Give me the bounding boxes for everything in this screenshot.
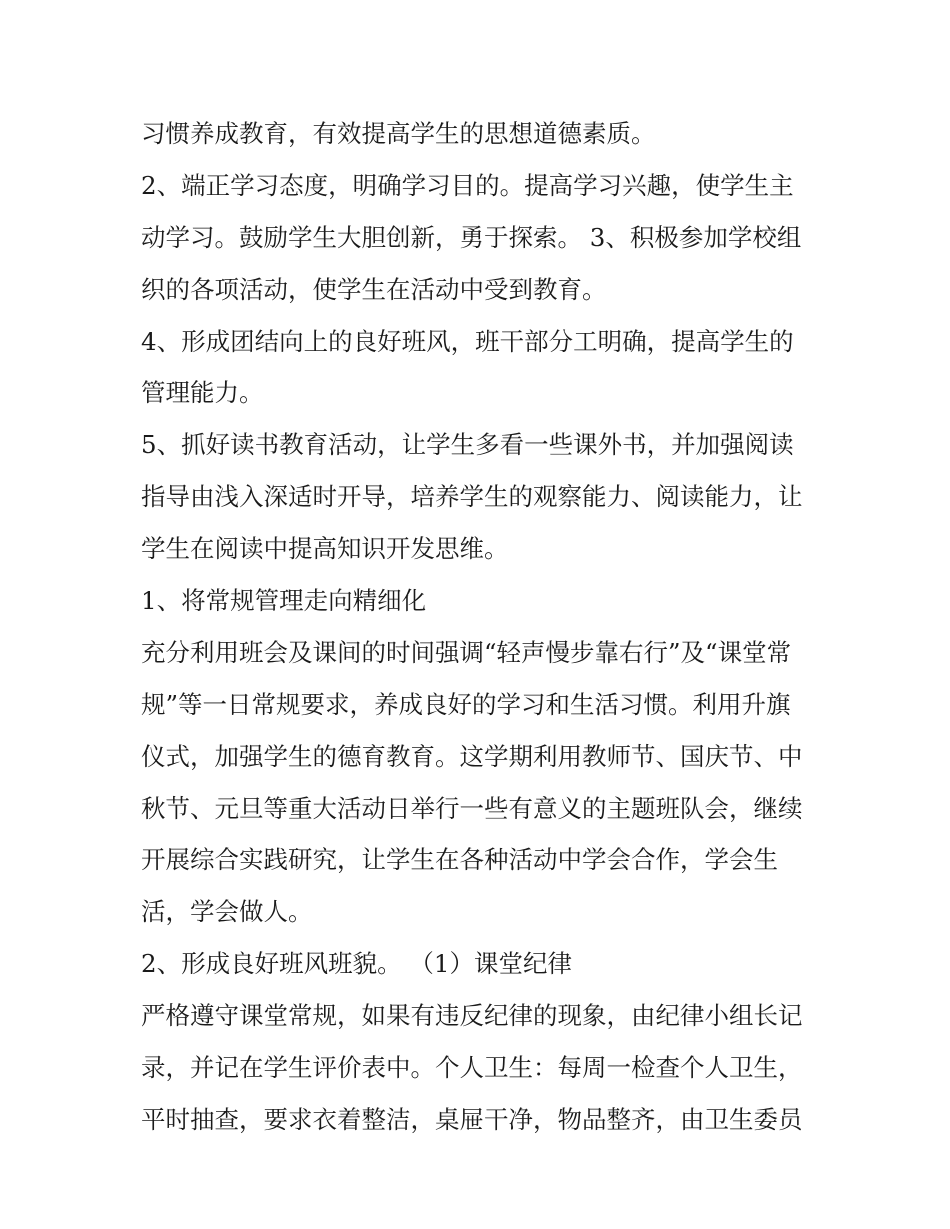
text-line-12: 规”等一日常规要求，养成良好的学习和生活习惯。利用升旗 <box>141 689 791 719</box>
text-line-13: 仪式，加强学生的德育教育。这学期利用教师节、国庆节、中 <box>141 741 803 771</box>
section-heading-1: 1、将常规管理走向精细化 <box>141 586 427 616</box>
text-line-6: 管理能力。 <box>141 378 264 408</box>
text-line-7: 5、抓好读书教育活动，让学生多看一些课外书，并加强阅读 <box>141 430 794 460</box>
text-line-5: 4、形成团结向上的良好班风，班干部分工明确，提高学生的 <box>141 326 794 356</box>
text-line-16: 活，学会做人。 <box>141 897 313 927</box>
text-line-2: 2、端正学习态度，明确学习目的。提高学习兴趣，使学生主 <box>141 170 794 200</box>
text-line-9: 学生在阅读中提高知识开发思维。 <box>141 534 509 564</box>
text-line-18: 严格遵守课堂常规，如果有违反纪律的现象，由纪律小组长记 <box>141 1001 803 1031</box>
text-line-15: 开展综合实践研究，让学生在各种活动中学会合作，学会生 <box>141 845 778 875</box>
text-line-8: 指导由浅入深适时开导，培养学生的观察能力、阅读能力，让 <box>141 482 803 512</box>
text-line-19: 录，并记在学生评价表中。个人卫生：每周一检查个人卫生， <box>141 1053 803 1083</box>
document-body <box>141 108 831 1146</box>
text-line-1: 习惯养成教育，有效提高学生的思想道德素质。 <box>141 119 656 148</box>
text-line-11: 充分利用班会及课间的时间强调“轻声慢步靠右行”及“课堂常 <box>141 637 792 667</box>
text-line-20: 平时抽查，要求衣着整洁，桌屉干净，物品整齐，由卫生委员 <box>141 1104 803 1134</box>
text-line-14: 秋节、元旦等重大活动日举行一些有意义的主题班队会，继续 <box>141 793 803 823</box>
section-heading-2: 2、形成良好班风班貌。 （1）课堂纪律 <box>141 949 572 979</box>
text-line-4: 织的各项活动，使学生在活动中受到教育。 <box>141 274 607 304</box>
text-line-3: 动学习。鼓励学生大胆创新，勇于探索。 3、积极参加学校组 <box>141 222 802 252</box>
